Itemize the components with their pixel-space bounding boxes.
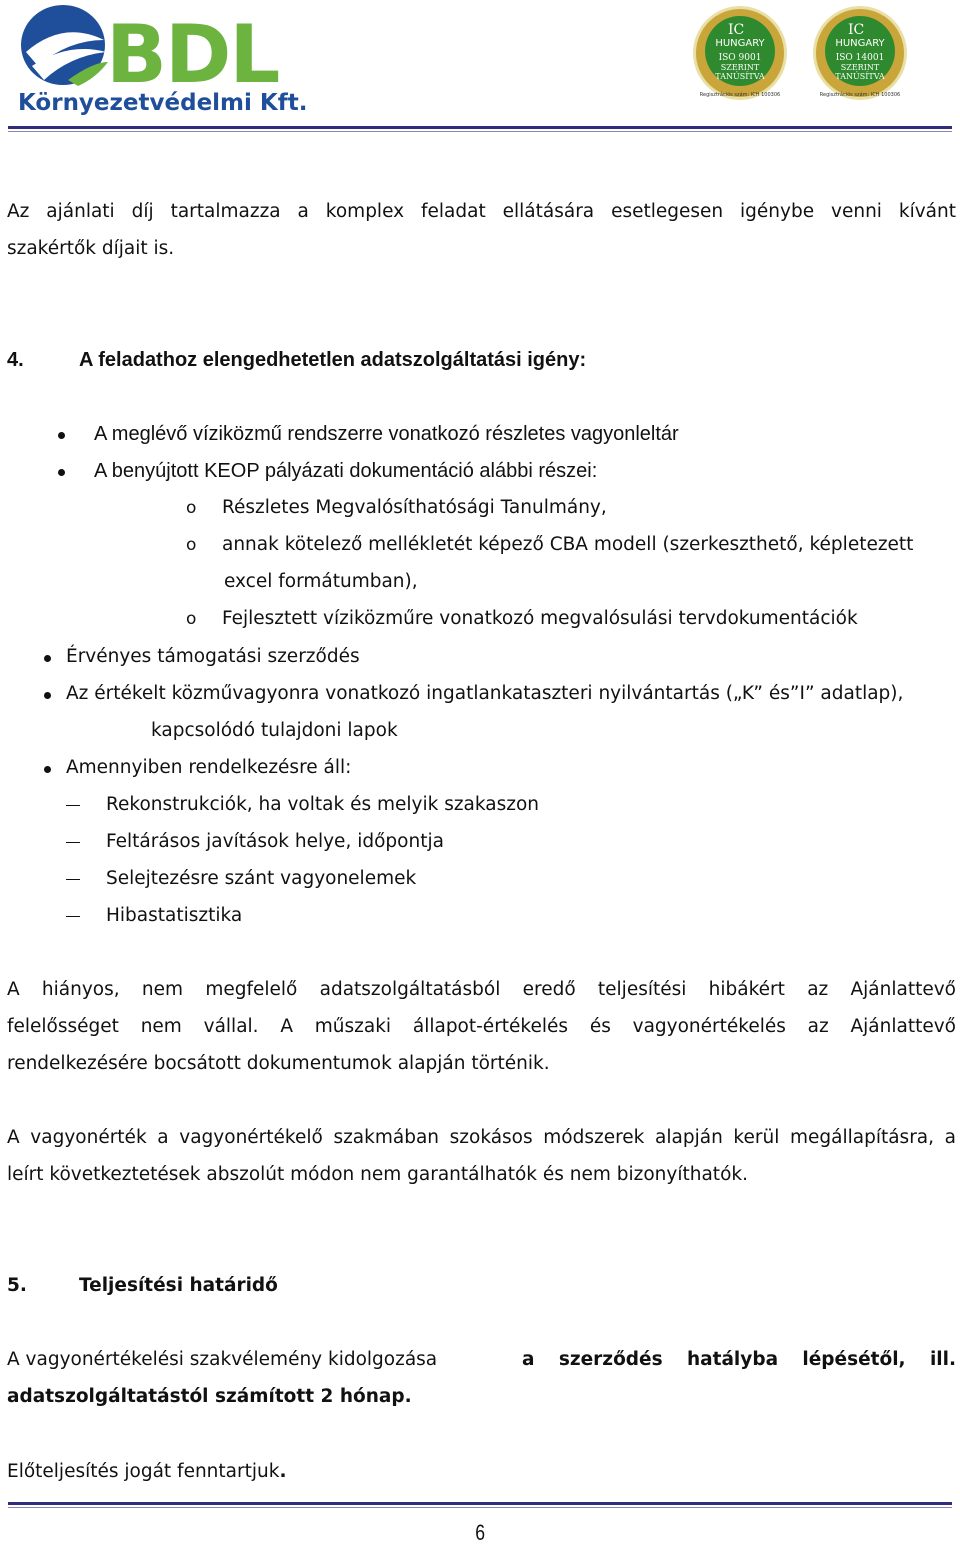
- section-4-title: A feladathoz elengedhetetlen adatszolgáltatási igény:: [79, 349, 587, 371]
- footer-rule-thin: [8, 1507, 952, 1508]
- iso-9001-badge: [690, 4, 790, 102]
- circle-bullet-icon: o: [186, 498, 197, 518]
- company-name: Környezetvédelmi Kft.: [18, 90, 308, 116]
- svg-text:Regisztrációs szám: ICH 100306: Regisztrációs szám: ICH 100306: [819, 92, 901, 98]
- bullet-icon: [58, 469, 65, 476]
- header-rule-thin: [8, 131, 952, 132]
- dash-icon: [66, 805, 80, 806]
- svg-text:SZERINT: SZERINT: [720, 63, 760, 72]
- svg-text:ISO 14001: ISO 14001: [835, 53, 885, 63]
- deadline-line-2: adatszolgáltatástól számított 2 hónap.: [7, 1386, 412, 1407]
- deadline-line-1: [7, 1349, 956, 1371]
- closing-line: [7, 1461, 286, 1483]
- sub-list-continuation: excel formátumban),: [224, 571, 418, 592]
- footer-rule: [8, 1502, 952, 1505]
- section-4-number: 4.: [7, 349, 24, 371]
- dash-icon: [66, 916, 80, 917]
- paragraph-hianyos-line-2: felelősséget nem vállal. A műszaki állapot-értékelés és vagyonértékelés az Ajánlattevő: [7, 1016, 956, 1037]
- bullet-icon: [44, 655, 51, 662]
- svg-text:TANÚSÍTVA: TANÚSÍTVA: [835, 72, 885, 81]
- bullet-icon: [44, 692, 51, 699]
- deadline-text: A vagyonértékelési szakvélemény kidolgozása: [7, 1349, 438, 1370]
- section-5-title: Teljesítési határidő: [79, 1275, 278, 1296]
- company-logo: [8, 0, 308, 120]
- paragraph-vagyonertek-line-1: A vagyonérték a vagyonértékelő szakmában szokásos módszerek alapján kerül megállapításra, a: [7, 1127, 956, 1148]
- list-continuation: kapcsolódó tulajdoni lapok: [151, 720, 398, 741]
- section-5-number: 5.: [7, 1275, 27, 1296]
- svg-text:HUNGARY: HUNGARY: [835, 38, 885, 49]
- svg-text:Regisztrációs szám: ICH 100306: Regisztrációs szám: ICH 100306: [699, 92, 781, 98]
- circle-bullet-icon: o: [186, 609, 197, 629]
- dash-icon: [66, 842, 80, 843]
- header-rule: [8, 126, 952, 129]
- iso-14001-badge: [810, 4, 910, 102]
- paragraph-hianyos-line-1: A hiányos, nem megfelelő adatszolgáltatásból eredő teljesítési hibákért az Ajánlattevő: [7, 979, 956, 1000]
- intro-line-2: szakértők díjait is.: [7, 238, 175, 259]
- svg-text:ISO 9001: ISO 9001: [718, 53, 762, 63]
- svg-text:IC: IC: [728, 22, 745, 38]
- svg-text:SZERINT: SZERINT: [840, 63, 880, 72]
- svg-text:TANÚSÍTVA: TANÚSÍTVA: [715, 72, 765, 81]
- bullet-icon: [58, 432, 65, 439]
- closing-text: Előteljesítés jogát fenntartjuk: [7, 1461, 280, 1482]
- bullet-icon: [44, 766, 51, 773]
- closing-period: .: [279, 1461, 287, 1482]
- paragraph-hianyos-line-3: rendelkezésére bocsátott dokumentumok alapján történik.: [7, 1053, 550, 1074]
- svg-text:HUNGARY: HUNGARY: [715, 38, 765, 49]
- dash-icon: [66, 879, 80, 880]
- circle-bullet-icon: o: [186, 535, 197, 555]
- deadline-emphasis: a szerződés hatályba lépésétől, ill.: [522, 1349, 956, 1370]
- page-number: 6: [475, 1520, 486, 1545]
- page-header: [0, 0, 960, 135]
- intro-line-1: Az ajánlati díj tartalmazza a komplex feladat ellátására esetlegesen igénybe venni kívánt: [7, 201, 956, 222]
- paragraph-vagyonertek-line-2: leírt következtetések abszolút módon nem garantálhatók és nem bizonyíthatók.: [7, 1164, 748, 1185]
- logo-wordmark: BDL: [106, 8, 279, 101]
- svg-text:IC: IC: [848, 22, 865, 38]
